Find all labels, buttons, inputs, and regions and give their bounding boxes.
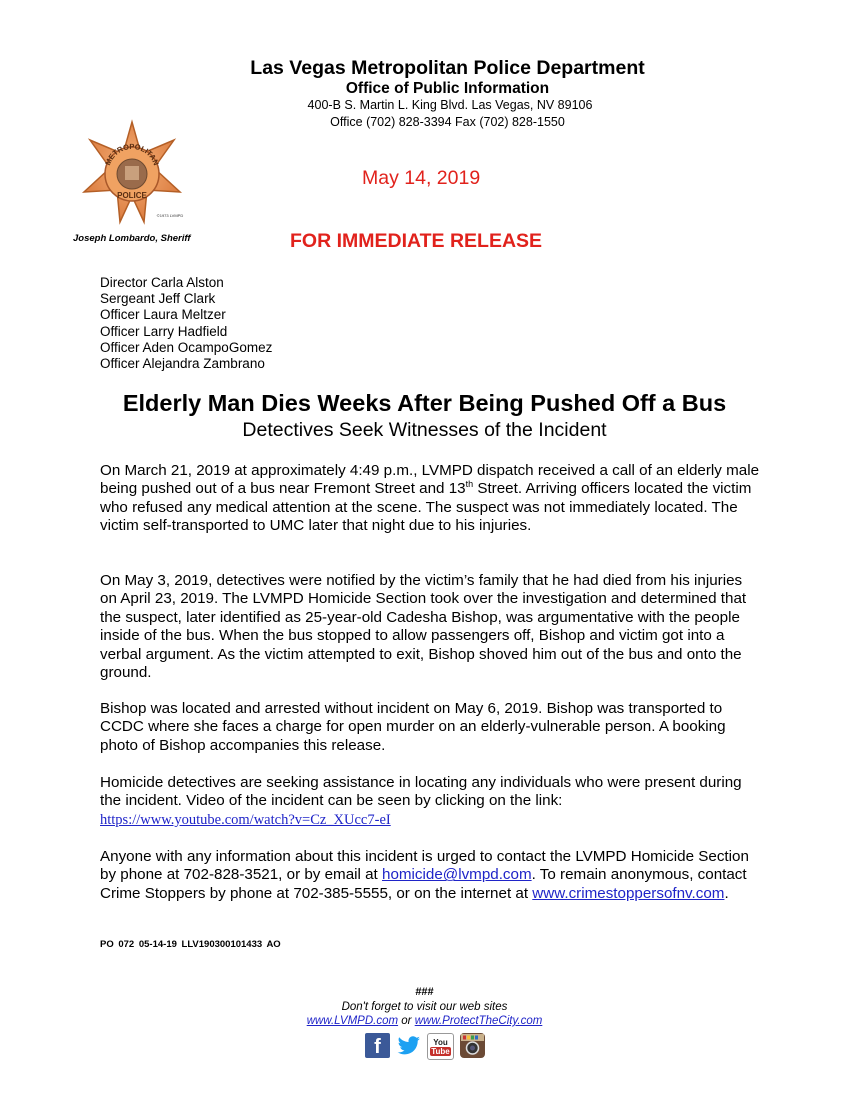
release-label: FOR IMMEDIATE RELEASE [290, 230, 543, 252]
subheadline: Detectives Seek Witnesses of the Incident [242, 419, 607, 441]
office-address: 400-B S. Martin L. King Blvd. Las Vegas, NV 89106 [307, 98, 593, 112]
lvmpd-site-link[interactable]: www.LVMPD.com [306, 1015, 399, 1027]
badge-top-text: METROPOLITAN [103, 141, 161, 167]
crimestoppers-link[interactable]: www.crimestoppersofnv.com [532, 884, 725, 902]
paragraph-investigation: On May 3, 2019, detectives were notified by the victim’s family that he had died from his injuries on April 23, 2019. The LVMPD Homicide Section took over the investigation and determined that the suspect, later identified as 25-year-old Cadesha Bishop, was argumentative with the people inside of the bus. When the bus stopped to allow passengers off, Bishop and victim got into a verbal argument. As the victim attempted to exit, Bishop shoved him out of the bus and onto the ground. [100, 572, 747, 682]
badge-bottom-text: POLICE [117, 191, 147, 200]
contact-item: Officer Larry Hadfield [100, 323, 228, 339]
contact-item: Sergeant Jeff Clark [100, 291, 216, 307]
social-icons [365, 1033, 489, 1061]
protectthecity-site-link[interactable]: www.ProtectTheCity.com [414, 1015, 543, 1027]
paragraph-contact-info: Anyone with any information about this incident is urged to contact the LVMPD Homicide Section by phone at 702-828-3521, or by email at homicide@lvmpd.com. To remain anonymous, contact Crime Stoppers by phone at 702-385-5555, or on the internet at www.crimestoppersofnv.com. [100, 848, 749, 902]
contact-item: Director Carla Alston [100, 275, 224, 290]
youtube-icon[interactable]: You Tube [427, 1033, 454, 1060]
twitter-icon[interactable] [396, 1033, 421, 1058]
department-name: Las Vegas Metropolitan Police Department [250, 57, 645, 79]
headline: Elderly Man Dies Weeks After Being Pushed Off a Bus [122, 390, 727, 416]
badge-copyright: ©1973 LVMPD [156, 213, 184, 218]
police-badge-icon [76, 118, 188, 230]
youtube-video-link[interactable]: https://www.youtube.com/watch?v=Cz_XUcc7-eI [100, 811, 391, 828]
office-phones: Office (702) 828-3394 Fax (702) 828-1550 [330, 115, 565, 129]
paragraph-incident: On March 21, 2019 at approximately 4:49 p.m., LVMPD dispatch received a call of an elderly male being pushed out of a bus near Fremont Street and 13th Street. Arriving officers located the victim who refused any medical attention at the scene. The suspect was not immediately located. The victim self-transported to UMC later that night due to his injuries. [100, 462, 760, 535]
office-name: Office of Public Information [345, 80, 550, 97]
contact-list [100, 275, 272, 372]
release-date: May 14, 2019 [362, 167, 481, 189]
facebook-icon[interactable]: f [365, 1033, 390, 1058]
contact-item: Officer Laura Meltzer [100, 307, 226, 323]
paragraph-arrest: Bishop was located and arrested without incident on May 6, 2019. Bishop was transported to CCDC where she faces a charge for open murder on an elderly-vulnerable person. A booking photo of Bishop accompanies this release. [100, 700, 726, 754]
reference-number: PO 072 05-14-19 LLV190300101433 AO [100, 939, 281, 950]
instagram-icon[interactable] [460, 1033, 485, 1058]
web-sites-reminder: Don't forget to visit our web sites [341, 1001, 508, 1013]
web-sites-line: www.LVMPD.com or www.ProtectTheCity.com [306, 1015, 543, 1027]
paragraph-witnesses: Homicide detectives are seeking assistance in locating any individuals who were present during the incident. Video of the incident can be seen by clicking on the link: https://www.youtube.com/watch?v=Cz_XUcc7-eI [100, 774, 742, 828]
end-marker: ### [415, 986, 434, 998]
sheriff-name: Joseph Lombardo, Sheriff [73, 233, 191, 244]
contact-item: Officer Aden OcampoGomez [100, 339, 273, 355]
homicide-email-link[interactable]: homicide@lvmpd.com [382, 866, 532, 884]
contact-item: Officer Alejandra Zambrano [100, 356, 265, 372]
